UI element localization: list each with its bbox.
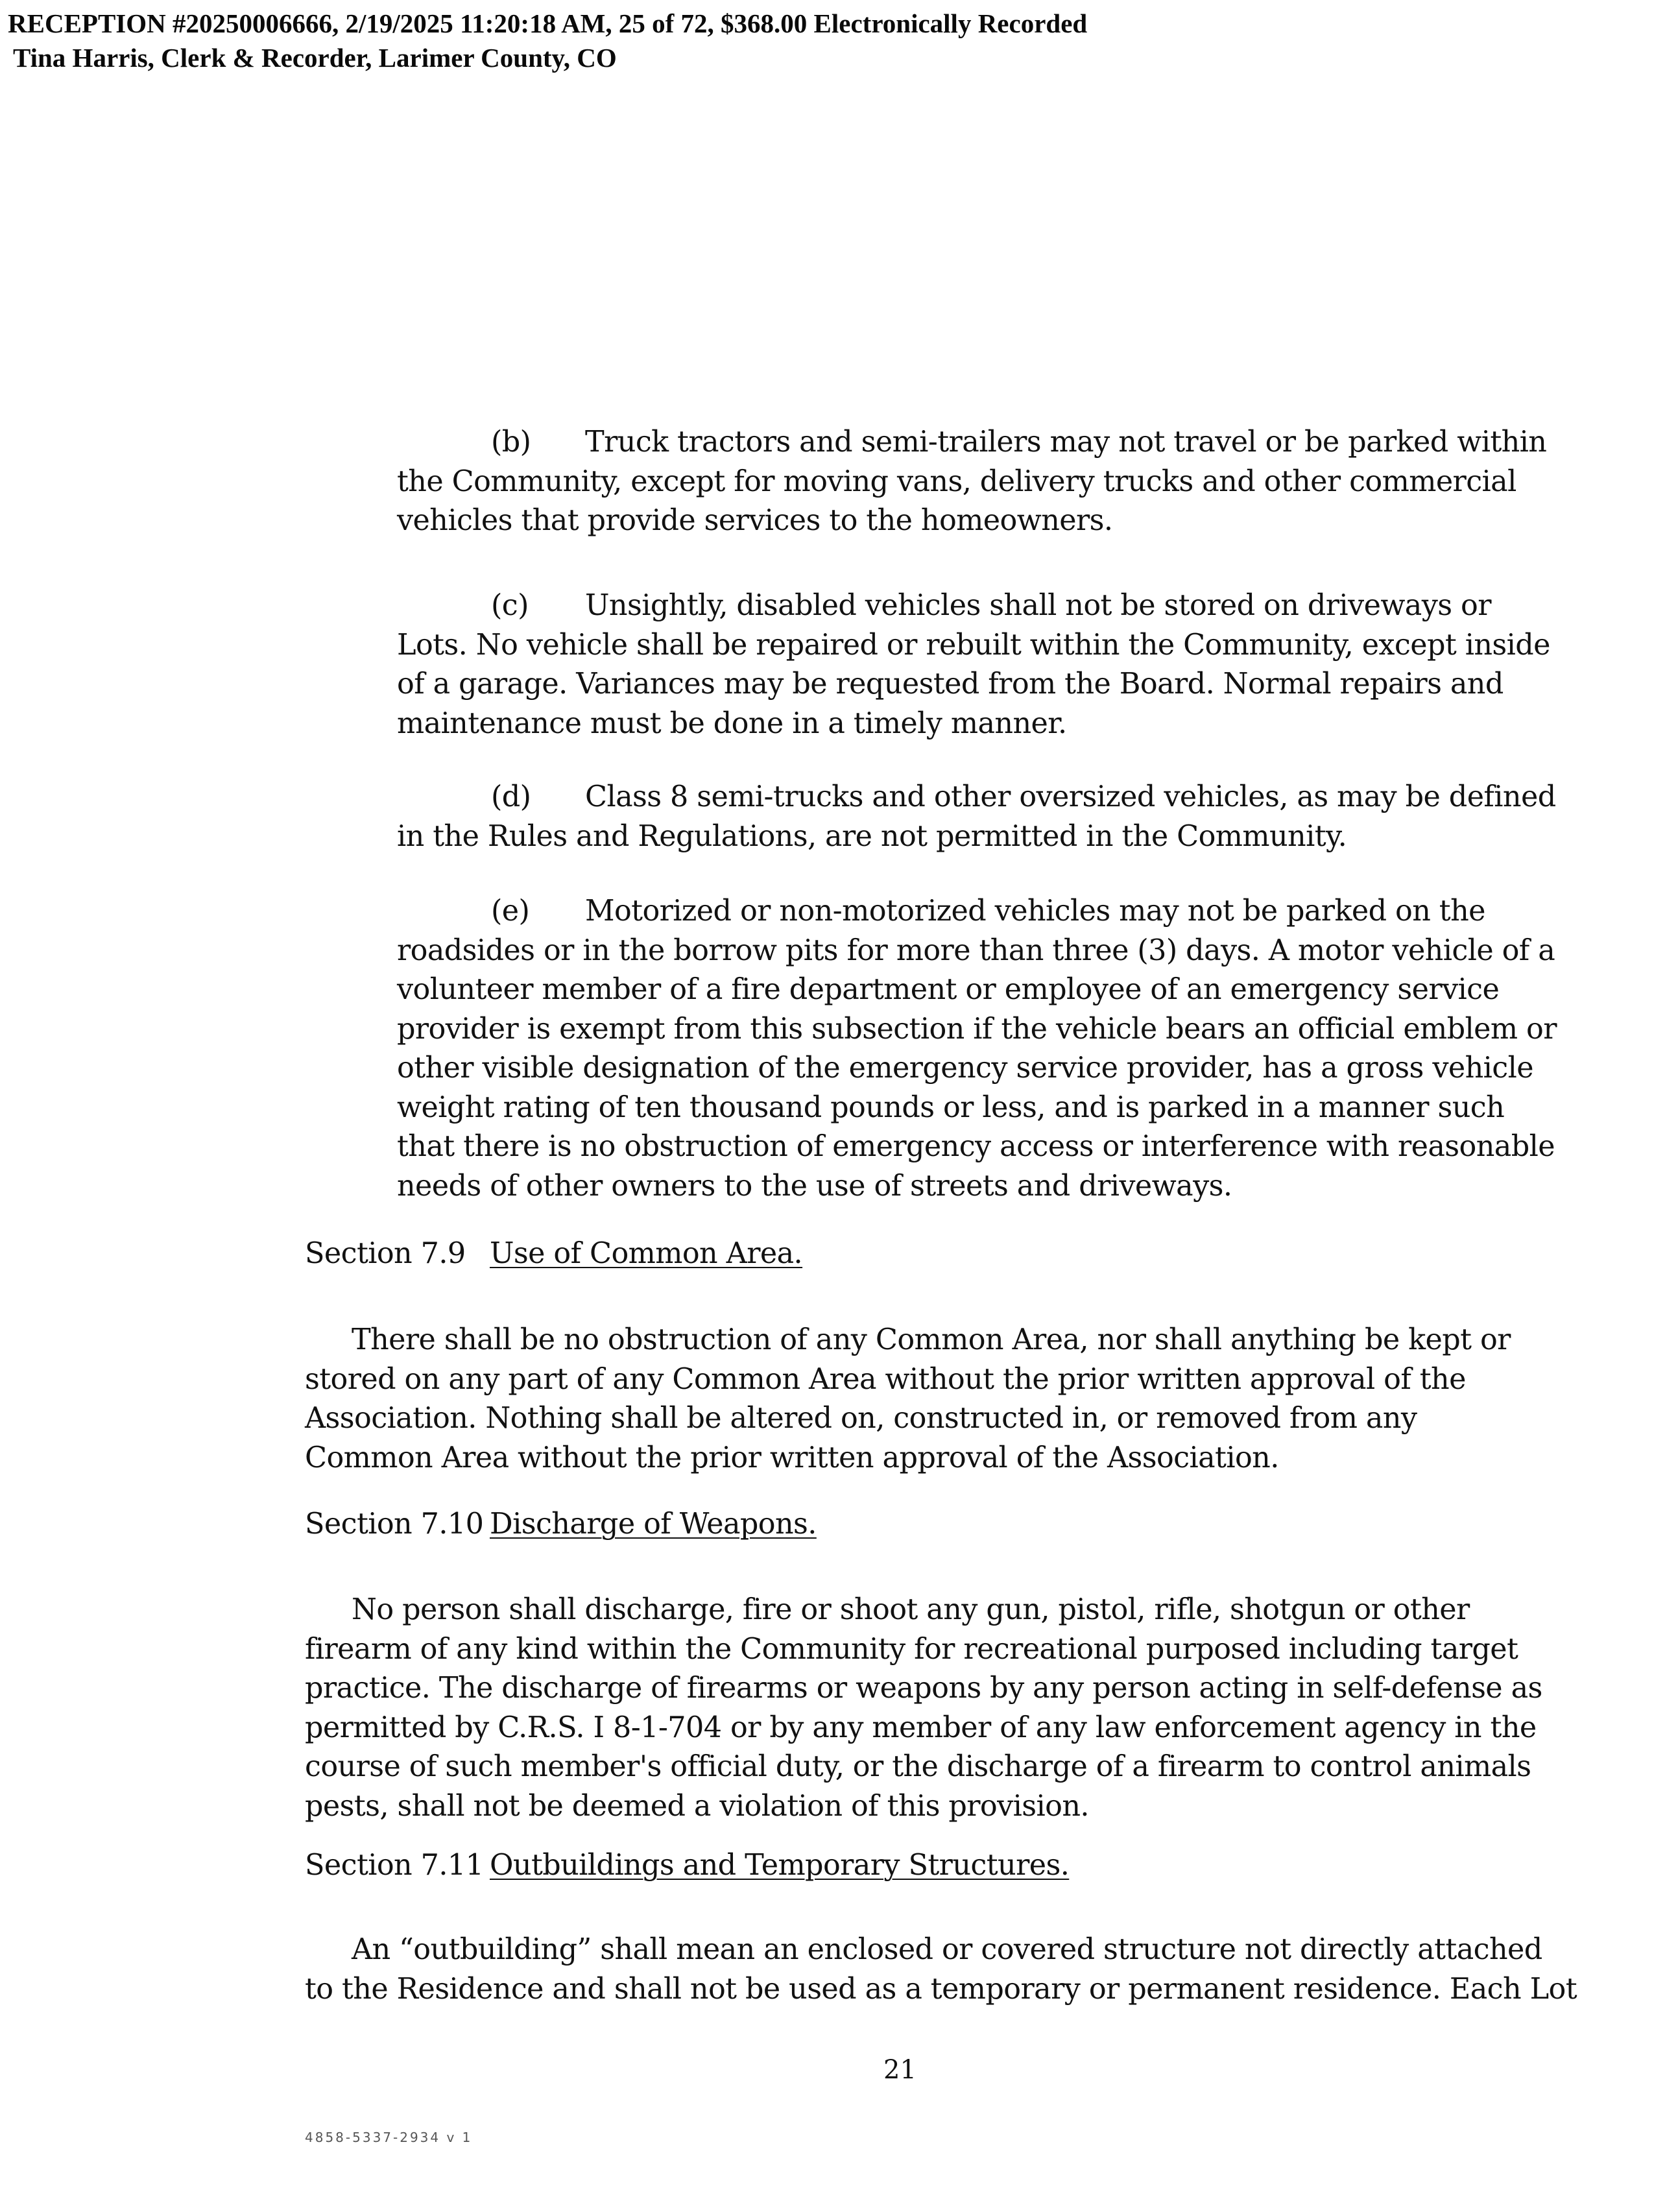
text-line: There shall be no obstruction of any Common Area, nor shall anything be kept or — [352, 1323, 1511, 1356]
section-7-9-heading — [305, 1234, 802, 1274]
subsection-label: (c) — [491, 589, 529, 622]
section-number: Section 7.11 — [305, 1849, 484, 1882]
document-code: 4858-5337-2934 v 1 — [305, 2130, 473, 2145]
text-line: No person shall discharge, fire or shoot any gun, pistol, rifle, shotgun or other — [352, 1593, 1470, 1626]
subsection-first-line — [397, 778, 1584, 817]
text-line: maintenance must be done in a timely manner. — [397, 706, 1067, 740]
text-line: Lots. No vehicle shall be repaired or rebuilt within the Community, except inside — [397, 628, 1550, 662]
subsection-b — [397, 423, 1584, 541]
text-line: provider is exempt from this subsection if the vehicle bears an official emblem or — [397, 1012, 1557, 1046]
text-line: firearm of any kind within the Community for recreational purposed including target — [305, 1632, 1518, 1666]
text-line: permitted by C.R.S. I 8-1-704 or by any member of any law enforcement agency in the — [305, 1711, 1537, 1744]
text-line: Truck tractors and semi-trailers may not travel or be parked within — [585, 426, 1547, 459]
text-line: the Community, except for moving vans, delivery trucks and other commercial — [397, 464, 1516, 498]
subsection-label: (b) — [491, 426, 531, 459]
section-number: Section 7.9 — [305, 1237, 466, 1270]
text-line: pests, shall not be deemed a violation of this provision. — [305, 1789, 1089, 1823]
text-line: An “outbuilding” shall mean an enclosed or covered structure not directly attached — [352, 1933, 1542, 1966]
text-line: vehicles that provide services to the homeowners. — [397, 504, 1113, 537]
section-7-9-body — [305, 1321, 1589, 1478]
text-line: roadsides or in the borrow pits for more than three (3) days. A motor vehicle of a — [397, 933, 1555, 967]
text-line: practice. The discharge of firearms or weapons by any person acting in self-defense as — [305, 1672, 1542, 1705]
section-7-11-heading — [305, 1846, 1069, 1886]
text-line: other visible designation of the emergency service provider, has a gross vehicle — [397, 1052, 1533, 1085]
section-7-10-body — [305, 1591, 1589, 1826]
subsection-label: (d) — [491, 780, 531, 813]
text-line: stored on any part of any Common Area without the prior written approval of the — [305, 1362, 1466, 1396]
subsection-d — [397, 778, 1584, 856]
subsection-e — [397, 892, 1584, 1206]
subsection-c — [397, 586, 1584, 743]
text-line: in the Rules and Regulations, are not permitted in the Community. — [397, 819, 1347, 853]
subsection-first-line — [397, 423, 1584, 463]
page-number: 21 — [883, 2055, 917, 2085]
subsection-first-line — [397, 892, 1584, 932]
text-line: Unsightly, disabled vehicles shall not be stored on driveways or — [585, 589, 1491, 622]
subsection-first-line — [397, 586, 1584, 626]
text-line: to the Residence and shall not be used as a temporary or permanent residence. Each Lot — [305, 1972, 1577, 2006]
text-line: of a garage. Variances may be requested from the Board. Normal repairs and — [397, 667, 1504, 701]
recording-header-line-2: Tina Harris, Clerk & Recorder, Larimer County, CO — [13, 43, 617, 73]
text-line: Common Area without the prior written approval of the Association. — [305, 1441, 1279, 1474]
text-line: Class 8 semi-trucks and other oversized vehicles, as may be defined — [585, 780, 1556, 813]
text-line: weight rating of ten thousand pounds or less, and is parked in a manner such — [397, 1090, 1505, 1124]
text-line: Association. Nothing shall be altered on, constructed in, or removed from any — [305, 1402, 1417, 1435]
section-number: Section 7.10 — [305, 1508, 484, 1541]
subsection-label: (e) — [491, 895, 530, 928]
text-line: volunteer member of a fire department or employee of an emergency service — [397, 973, 1500, 1006]
section-title: Outbuildings and Temporary Structures. — [490, 1849, 1070, 1882]
section-7-11-body — [305, 1930, 1589, 2009]
recording-header — [8, 6, 1087, 75]
section-title: Use of Common Area. — [490, 1237, 803, 1270]
section-title: Discharge of Weapons. — [490, 1508, 817, 1541]
text-line: Motorized or non-motorized vehicles may not be parked on the — [585, 895, 1485, 928]
text-line: needs of other owners to the use of streets and driveways. — [397, 1169, 1232, 1203]
recording-header-line-1: RECEPTION #20250006666, 2/19/2025 11:20:18 AM, 25 of 72, $368.00 Electronically Recorded — [8, 8, 1088, 38]
text-line: course of such member's official duty, or the discharge of a firearm to control animals — [305, 1750, 1531, 1783]
text-line: that there is no obstruction of emergency access or interference with reasonable — [397, 1130, 1555, 1163]
section-7-10-heading — [305, 1505, 817, 1545]
